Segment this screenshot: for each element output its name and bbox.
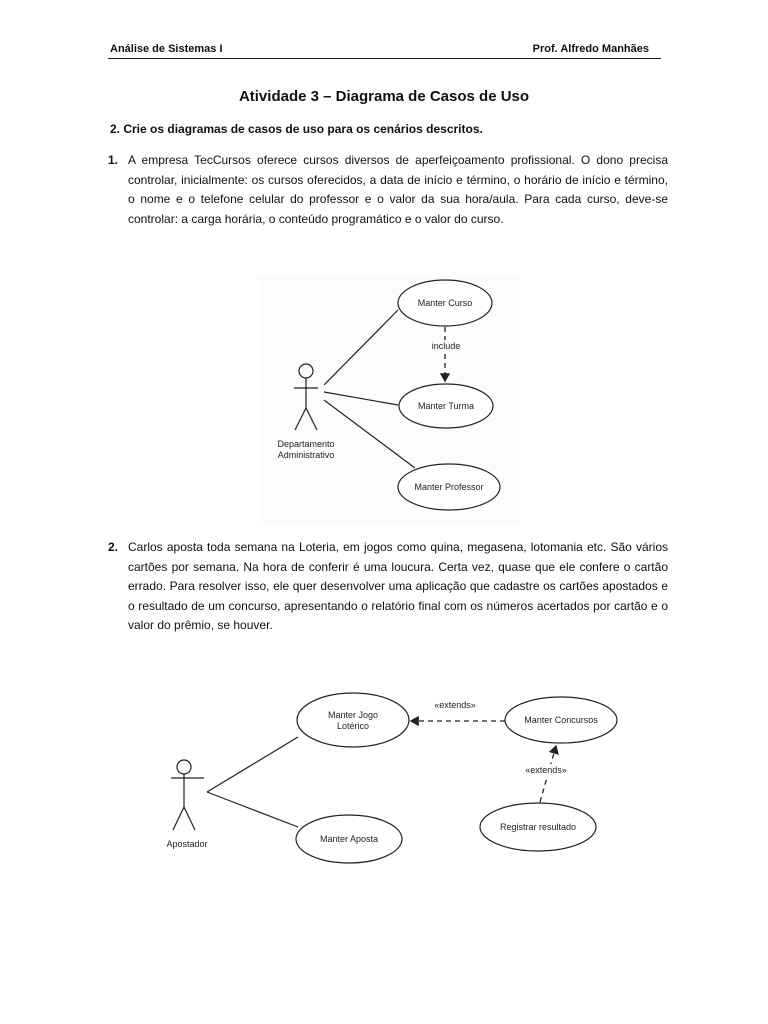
include-label: include bbox=[431, 341, 461, 351]
association-aposta bbox=[207, 792, 298, 827]
use-case-diagram-2 bbox=[166, 693, 617, 863]
page-title: Atividade 3 – Diagrama de Casos de Uso bbox=[238, 88, 530, 105]
professor-name: Prof. Alfredo Manhães bbox=[532, 43, 649, 55]
use-case-resultado-label: Registrar resultado bbox=[499, 822, 577, 832]
scenario-1-text: A empresa TecCursos oferece cursos diversos de aperfeiçoamento profissional. O dono precisa controlar, inicialmente: os cursos oferecidos, a data de início e término, o horário de início e término, o nome e o telefone celular do professor e o valor da sua hora/aula. Para cada curso, deve-se controlar: a carga horária, o conteúdo programático e o valor do curso. bbox=[128, 153, 668, 226]
use-case-manter-turma-label: Manter Turma bbox=[417, 401, 475, 411]
association-jogo bbox=[207, 737, 298, 792]
actor-2-label: Apostador bbox=[166, 839, 208, 849]
actor-1-label-line-2: Administrativo bbox=[277, 450, 335, 460]
extends-label-2: «extends» bbox=[525, 765, 567, 775]
scenario-2-number: 2. bbox=[108, 540, 119, 554]
use-case-manter-curso-label: Manter Curso bbox=[417, 298, 473, 308]
actor-1-label-line-1: Departamento bbox=[277, 439, 335, 449]
use-case-diagram-1 bbox=[258, 275, 520, 523]
use-case-manter-professor-label: Manter Professor bbox=[414, 482, 484, 492]
scenario-1-number: 1. bbox=[108, 153, 119, 167]
course-name: Análise de Sistemas I bbox=[110, 43, 223, 55]
actor-apostador-icon bbox=[171, 760, 204, 830]
use-case-manter-jogo-loterico bbox=[297, 693, 409, 747]
use-case-jogo-label-line-1: Manter Jogo bbox=[327, 710, 379, 720]
scenario-2-text: Carlos aposta toda semana na Loteria, em jogos como quina, megasena, lotomania etc. São vários cartões por semana. Na hora de conferir é uma loucura. Certa vez, quase que ele confere o cartão errado. Para resolver isso, ele quer desenvolver uma aplicação que cadastre os cartões apostados e o resultado de um concurso, apresentando o relatório final com os números acertados por cartão e o valor do prêmio, se houver. bbox=[128, 540, 668, 632]
use-case-concursos-label: Manter Concursos bbox=[524, 715, 598, 725]
use-case-aposta-label: Manter Aposta bbox=[319, 834, 379, 844]
extends-label-1: «extends» bbox=[434, 700, 476, 710]
use-case-jogo-label-line-2: Lotérico bbox=[336, 721, 370, 731]
instruction-text: 2. Crie os diagramas de casos de uso para os cenários descritos. bbox=[110, 122, 483, 136]
